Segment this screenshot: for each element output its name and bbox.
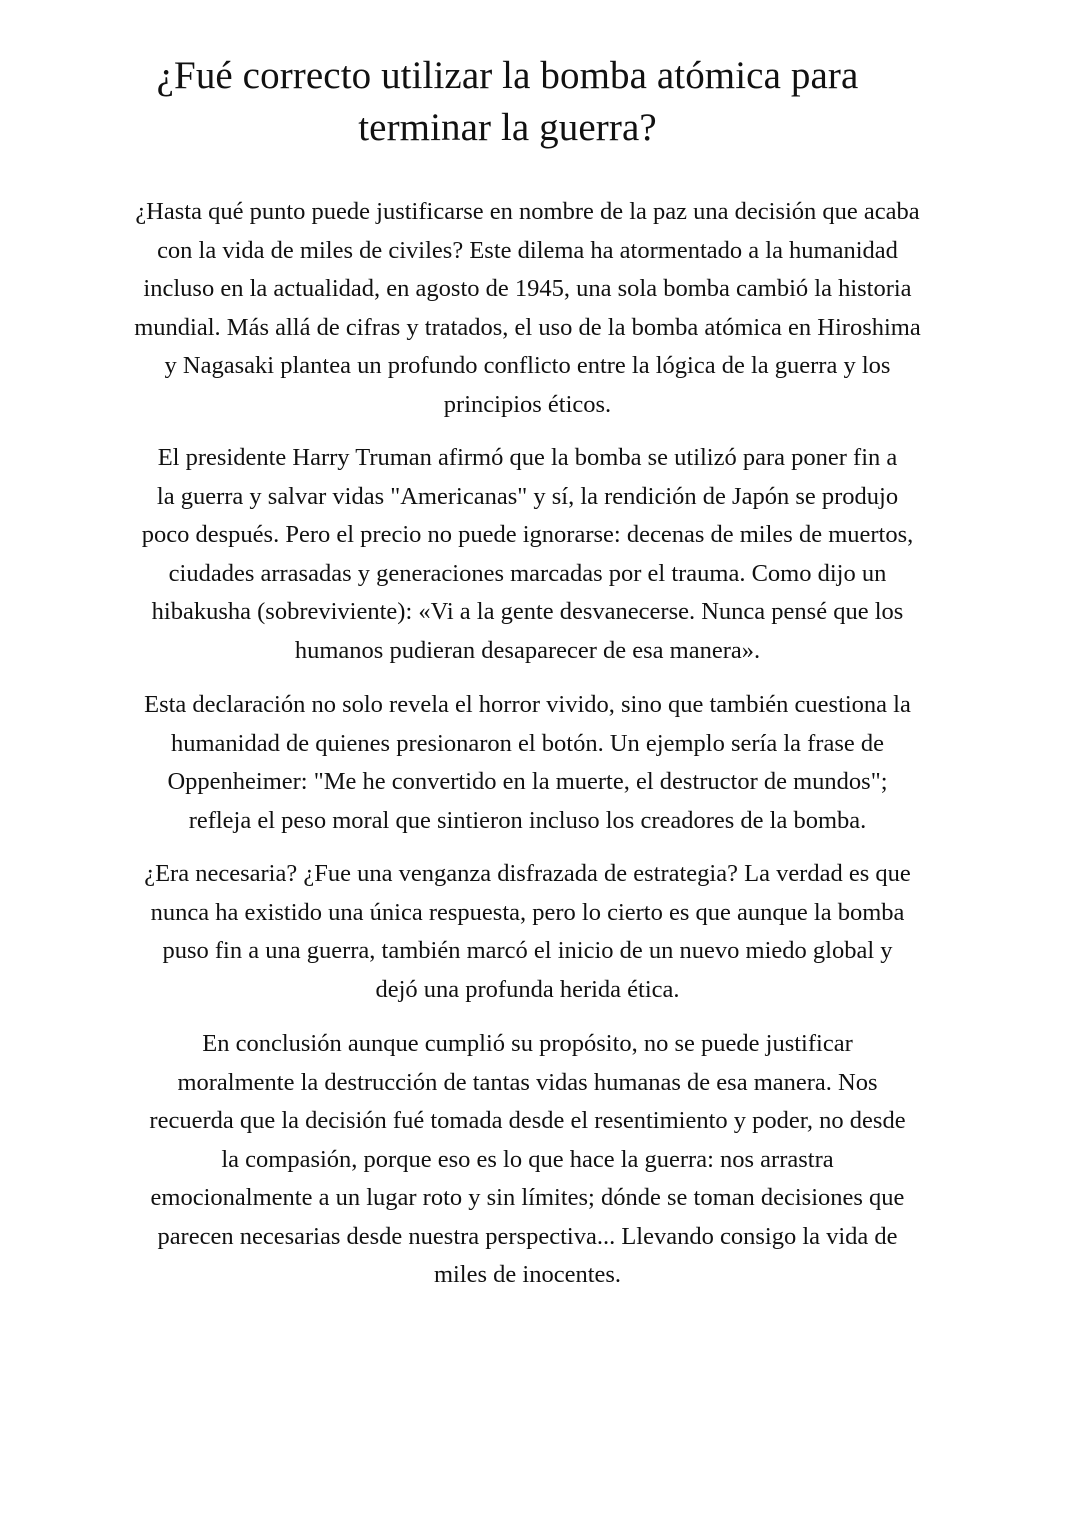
- text-line: En conclusión aunque cumplió su propósito, no se puede justificar: [202, 1030, 853, 1057]
- title-line: terminar la guerra?: [358, 106, 657, 149]
- text-line: parecen necesarias desde nuestra perspectiva... Llevando consigo la vida de: [157, 1222, 898, 1250]
- text-line: recuerda que la decisión fué tomada desde el resentimiento y poder, no desde: [149, 1107, 906, 1134]
- text-line: mundial. Más allá de cifras y tratados, el uso de la bomba atómica en Hiroshima: [134, 313, 921, 341]
- text-line: puso fin a una guerra, también marcó el inicio de un nuevo miedo global y: [162, 937, 893, 964]
- text-line: la guerra y salvar vidas "Americanas" y sí, la rendición de Japón se produjo: [156, 482, 899, 510]
- text-line: Esta declaración no solo revela el horror vivido, sino que también cuestiona la: [144, 691, 911, 718]
- text-line: con la vida de miles de civiles? Este dilema ha atormentado a la humanidad: [157, 236, 898, 264]
- text-line: hibakusha (sobreviviente): «Vi a la gente desvanecerse. Nunca pensé que los: [151, 598, 904, 625]
- paragraph-oppenheimer: [0, 686, 1055, 840]
- text-line: ¿Era necesaria? ¿Fue una venganza disfrazada de estrategia? La verdad es que: [144, 860, 911, 887]
- text-line: incluso en la actualidad, en agosto de 1945, una sola bomba cambió la historia: [143, 275, 912, 302]
- text-line: y Nagasaki plantea un profundo conflicto entre la lógica de la guerra y los: [164, 352, 891, 379]
- text-line: emocionalmente a un lugar roto y sin límites; dónde se toman decisiones que: [150, 1184, 905, 1211]
- text-line: ¿Hasta qué punto puede justificarse en nombre de la paz una decisión que acaba: [135, 198, 920, 225]
- paragraph-conclusion: [0, 1025, 1055, 1295]
- text-line: nunca ha existido una única respuesta, pero lo cierto es que aunque la bomba: [150, 898, 905, 926]
- text-line: humanidad de quienes presionaron el botón. Un ejemplo sería la frase de: [171, 729, 884, 757]
- text-line: El presidente Harry Truman afirmó que la bomba se utilizó para poner fin a: [157, 444, 898, 471]
- paragraph-introduction: [0, 193, 1055, 424]
- text-line: poco después. Pero el precio no puede ignorarse: decenas de miles de muertos,: [141, 521, 914, 548]
- paragraph-truman: [0, 439, 1055, 670]
- document-title: [0, 50, 1015, 154]
- paragraph-questions: [0, 855, 1055, 1009]
- text-line: humanos pudieran desaparecer de esa manera».: [294, 636, 761, 664]
- text-line: moralmente la destrucción de tantas vidas humanas de esa manera. Nos: [177, 1068, 878, 1096]
- text-line: miles de inocentes.: [433, 1261, 622, 1288]
- text-line: refleja el peso moral que sintieron incluso los creadores de la bomba.: [188, 806, 867, 834]
- text-line: ciudades arrasadas y generaciones marcadas por el trauma. Como dijo un: [168, 559, 887, 587]
- text-line: Oppenheimer: "Me he convertido en la muerte, el destructor de mundos";: [167, 768, 888, 795]
- text-line: principios éticos.: [443, 390, 612, 418]
- text-line: la compasión, porque eso es lo que hace la guerra: nos arrastra: [221, 1145, 834, 1173]
- text-line: dejó una profunda herida ética.: [375, 975, 680, 1003]
- title-line: ¿Fué correcto utilizar la bomba atómica para: [156, 54, 859, 97]
